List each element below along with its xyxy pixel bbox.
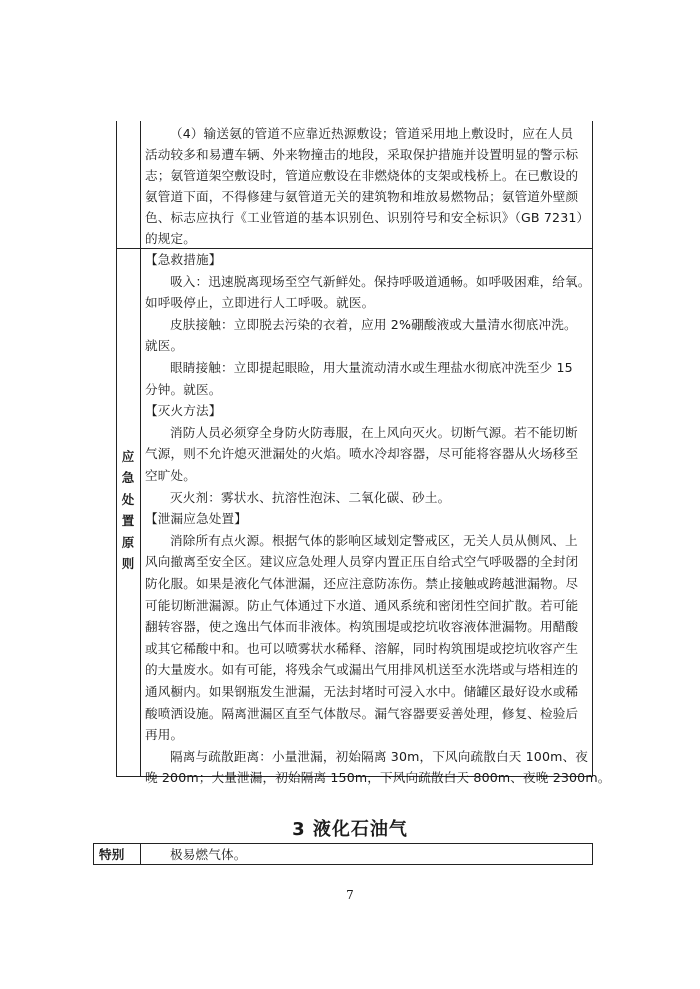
line: 眼睛接触：立即提起眼睑，用大量流动清水或生理盐水彻底冲洗至少 15 bbox=[170, 360, 573, 375]
side-char: 置 bbox=[121, 513, 135, 529]
table-border-divider bbox=[140, 121, 141, 777]
line: 消除所有点火源。根据气体的影响区域划定警戒区，无关人员从侧风、上 bbox=[170, 532, 578, 548]
line: 皮肤接触：立即脱去污染的衣着，应用 2%硼酸液或大量清水彻底冲洗。 bbox=[170, 316, 577, 332]
side-char: 急 bbox=[121, 470, 135, 486]
line: 的大量废水。如有可能，将残余气或漏出气用排风机送至水洗塔或与塔相连的 bbox=[145, 662, 579, 678]
side-char: 则 bbox=[121, 556, 135, 572]
side-char: 应 bbox=[121, 449, 135, 464]
heading-fire-fighting: 【灭火方法】 bbox=[145, 403, 222, 419]
line: 风向撤离至安全区。建议应急处理人员穿内置正压自给式空气呼吸器的全封闭 bbox=[145, 554, 579, 570]
table2-border-bottom bbox=[93, 864, 592, 865]
line: 翻转容器，使之逸出气体而非液体。构筑围堤或挖坑收容液体泄漏物。用醋酸 bbox=[145, 619, 579, 635]
table-border-right bbox=[592, 121, 593, 777]
side-char: 原 bbox=[121, 534, 135, 550]
line: 隔离与疏散距离：小量泄漏，初始隔离 30m，下风向疏散白天 100m、夜 bbox=[170, 748, 589, 764]
table2-border-mid bbox=[140, 843, 141, 865]
line: 再用。 bbox=[145, 727, 184, 743]
para4-line: 志；氨管道架空敷设时，管道应敷设在非燃烧体的支架或栈桥上。在已敷设的 bbox=[145, 168, 579, 183]
line: 分钟。就医。 bbox=[145, 381, 222, 397]
para4-line: 活动较多和易遭车辆、外来物撞击的地段，采取保护措施并设置明显的警示标 bbox=[145, 147, 579, 162]
line: 或其它稀酸中和。也可以喷雾状水稀释、溶解，同时构筑围堤或挖坑收容产生 bbox=[145, 640, 579, 656]
line: 如呼吸停止，立即进行人工呼吸。就医。 bbox=[145, 295, 375, 311]
line: 吸入：迅速脱离现场至空气新鲜处。保持呼吸道通畅。如呼吸困难，给氧。 bbox=[170, 273, 591, 289]
line: 就医。 bbox=[145, 338, 184, 354]
line: 晚 200m；大量泄漏，初始隔离 150m，下风向疏散白天 800m、夜晚 2300m。 bbox=[145, 770, 611, 786]
line: 灭火剂：雾状水、抗溶性泡沫、二氧化碳、砂土。 bbox=[170, 489, 451, 505]
side-char: 处 bbox=[121, 491, 135, 507]
heading-leak-response: 【泄漏应急处置】 bbox=[145, 511, 247, 527]
line: 酸喷洒设施。隔离泄漏区直至气体散尽。漏气容器要妥善处理，修复、检验后 bbox=[145, 705, 579, 721]
line: 消防人员必须穿全身防火防毒服，在上风向灭火。切断气源。若不能切断 bbox=[170, 424, 578, 440]
line: 气源，则不允许熄灭泄漏处的火焰。喷水冷却容器，尽可能将容器从火场移至 bbox=[145, 446, 579, 462]
para4-line: 色、标志应执行《工业管道的基本识别色、识别符号和安全标识》（GB 7231） bbox=[145, 210, 590, 225]
page-number: 7 bbox=[346, 888, 354, 902]
line: 通风橱内。如果钢瓶发生泄漏，无法封堵时可浸入水中。储罐区最好设水或稀 bbox=[145, 684, 579, 699]
para4-line: （4）输送氨的管道不应靠近热源敷设；管道采用地上敷设时，应在人员 bbox=[170, 126, 574, 141]
table2-border-left bbox=[93, 843, 94, 865]
heading-first-aid: 【急救措施】 bbox=[145, 252, 222, 267]
line: 空旷处。 bbox=[145, 468, 196, 483]
special-label: 特别 bbox=[99, 847, 125, 862]
para4-line: 氨管道下面，不得修建与氨管道无关的建筑物和堆放易燃物品；氨管道外壁颜 bbox=[145, 189, 579, 204]
special-text: 极易燃气体。 bbox=[170, 847, 247, 862]
line: 可能切断泄漏源。防止气体通过下水道、通风系统和密闭性空间扩散。若可能 bbox=[145, 597, 579, 613]
emergency-side-label bbox=[116, 446, 140, 574]
line: 防化服。如果是液化气体泄漏，还应注意防冻伤。禁止接触或跨越泄漏物。尽 bbox=[145, 576, 579, 591]
section-title: 3 液化石油气 bbox=[292, 819, 408, 840]
para4-line: 的规定。 bbox=[145, 231, 196, 246]
table2-border-right bbox=[592, 843, 593, 865]
table2-border-top bbox=[93, 843, 592, 844]
